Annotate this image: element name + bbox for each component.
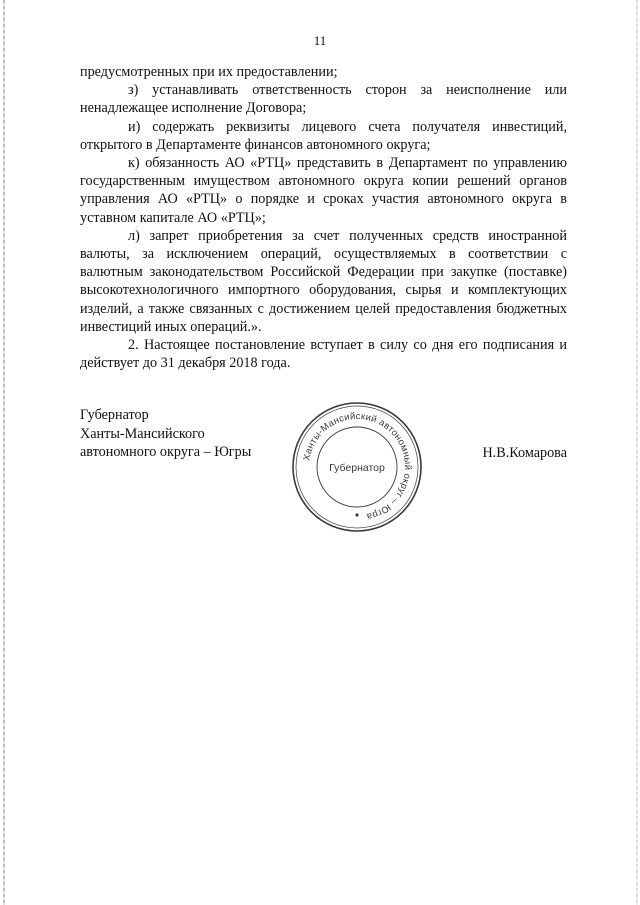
signatory-title-line-2: Ханты-Мансийского <box>80 425 205 442</box>
signatory-title-line-3: автономного округа – Югры <box>80 444 252 460</box>
official-stamp <box>287 397 427 537</box>
stamp-ring-text: Ханты-Мансийский автономный округ – Югра <box>300 409 415 523</box>
paragraph-item-k: к) обязанность АО «РТЦ» представить в Департамент по управлению государственным имуществом автономного округа копии решений органов управления АО «РТЦ» о порядке и сроках участия автономного округа в уставном капитале АО «РТЦ»; <box>80 155 567 226</box>
signatory-title-line-1: Губернатор <box>80 407 149 423</box>
paragraph-continuation: предусмотренных при их предоставлении; <box>80 64 338 80</box>
signatory-title <box>80 406 251 462</box>
stamp-seal-icon <box>287 397 427 537</box>
signature-block <box>80 406 567 566</box>
stamp-center-text: Губернатор <box>329 462 385 474</box>
scan-edge-right <box>636 0 638 905</box>
paragraph-item-i: и) содержать реквизиты лицевого счета получателя инвестиций, открытого в Департаменте финансов автономного округа; <box>80 118 567 153</box>
scan-edge-left <box>3 0 5 905</box>
paragraph-item-z: з) устанавливать ответственность сторон за неисполнение или ненадлежащее исполнение Договора; <box>80 82 567 117</box>
signatory-name: Н.В.Комарова <box>482 445 567 461</box>
document-body <box>80 63 567 372</box>
paragraph-clause-2: 2. Настоящее постановление вступает в силу со дня его подписания и действует до 31 декабря 2018 года. <box>80 337 567 372</box>
paragraph-item-l: л) запрет приобретения за счет полученных средств иностранной валюты, за исключением операций, осуществляемых в соответствии с валютным законодательством Российской Федерации при закупке (поставке) высокотехнологичного импортного оборудования, сырья и комплектующих изделий, а также связанных с достижением целей предоставления бюджетных инвестиций иных операций.». <box>80 227 567 335</box>
page-number: 11 <box>313 33 327 48</box>
